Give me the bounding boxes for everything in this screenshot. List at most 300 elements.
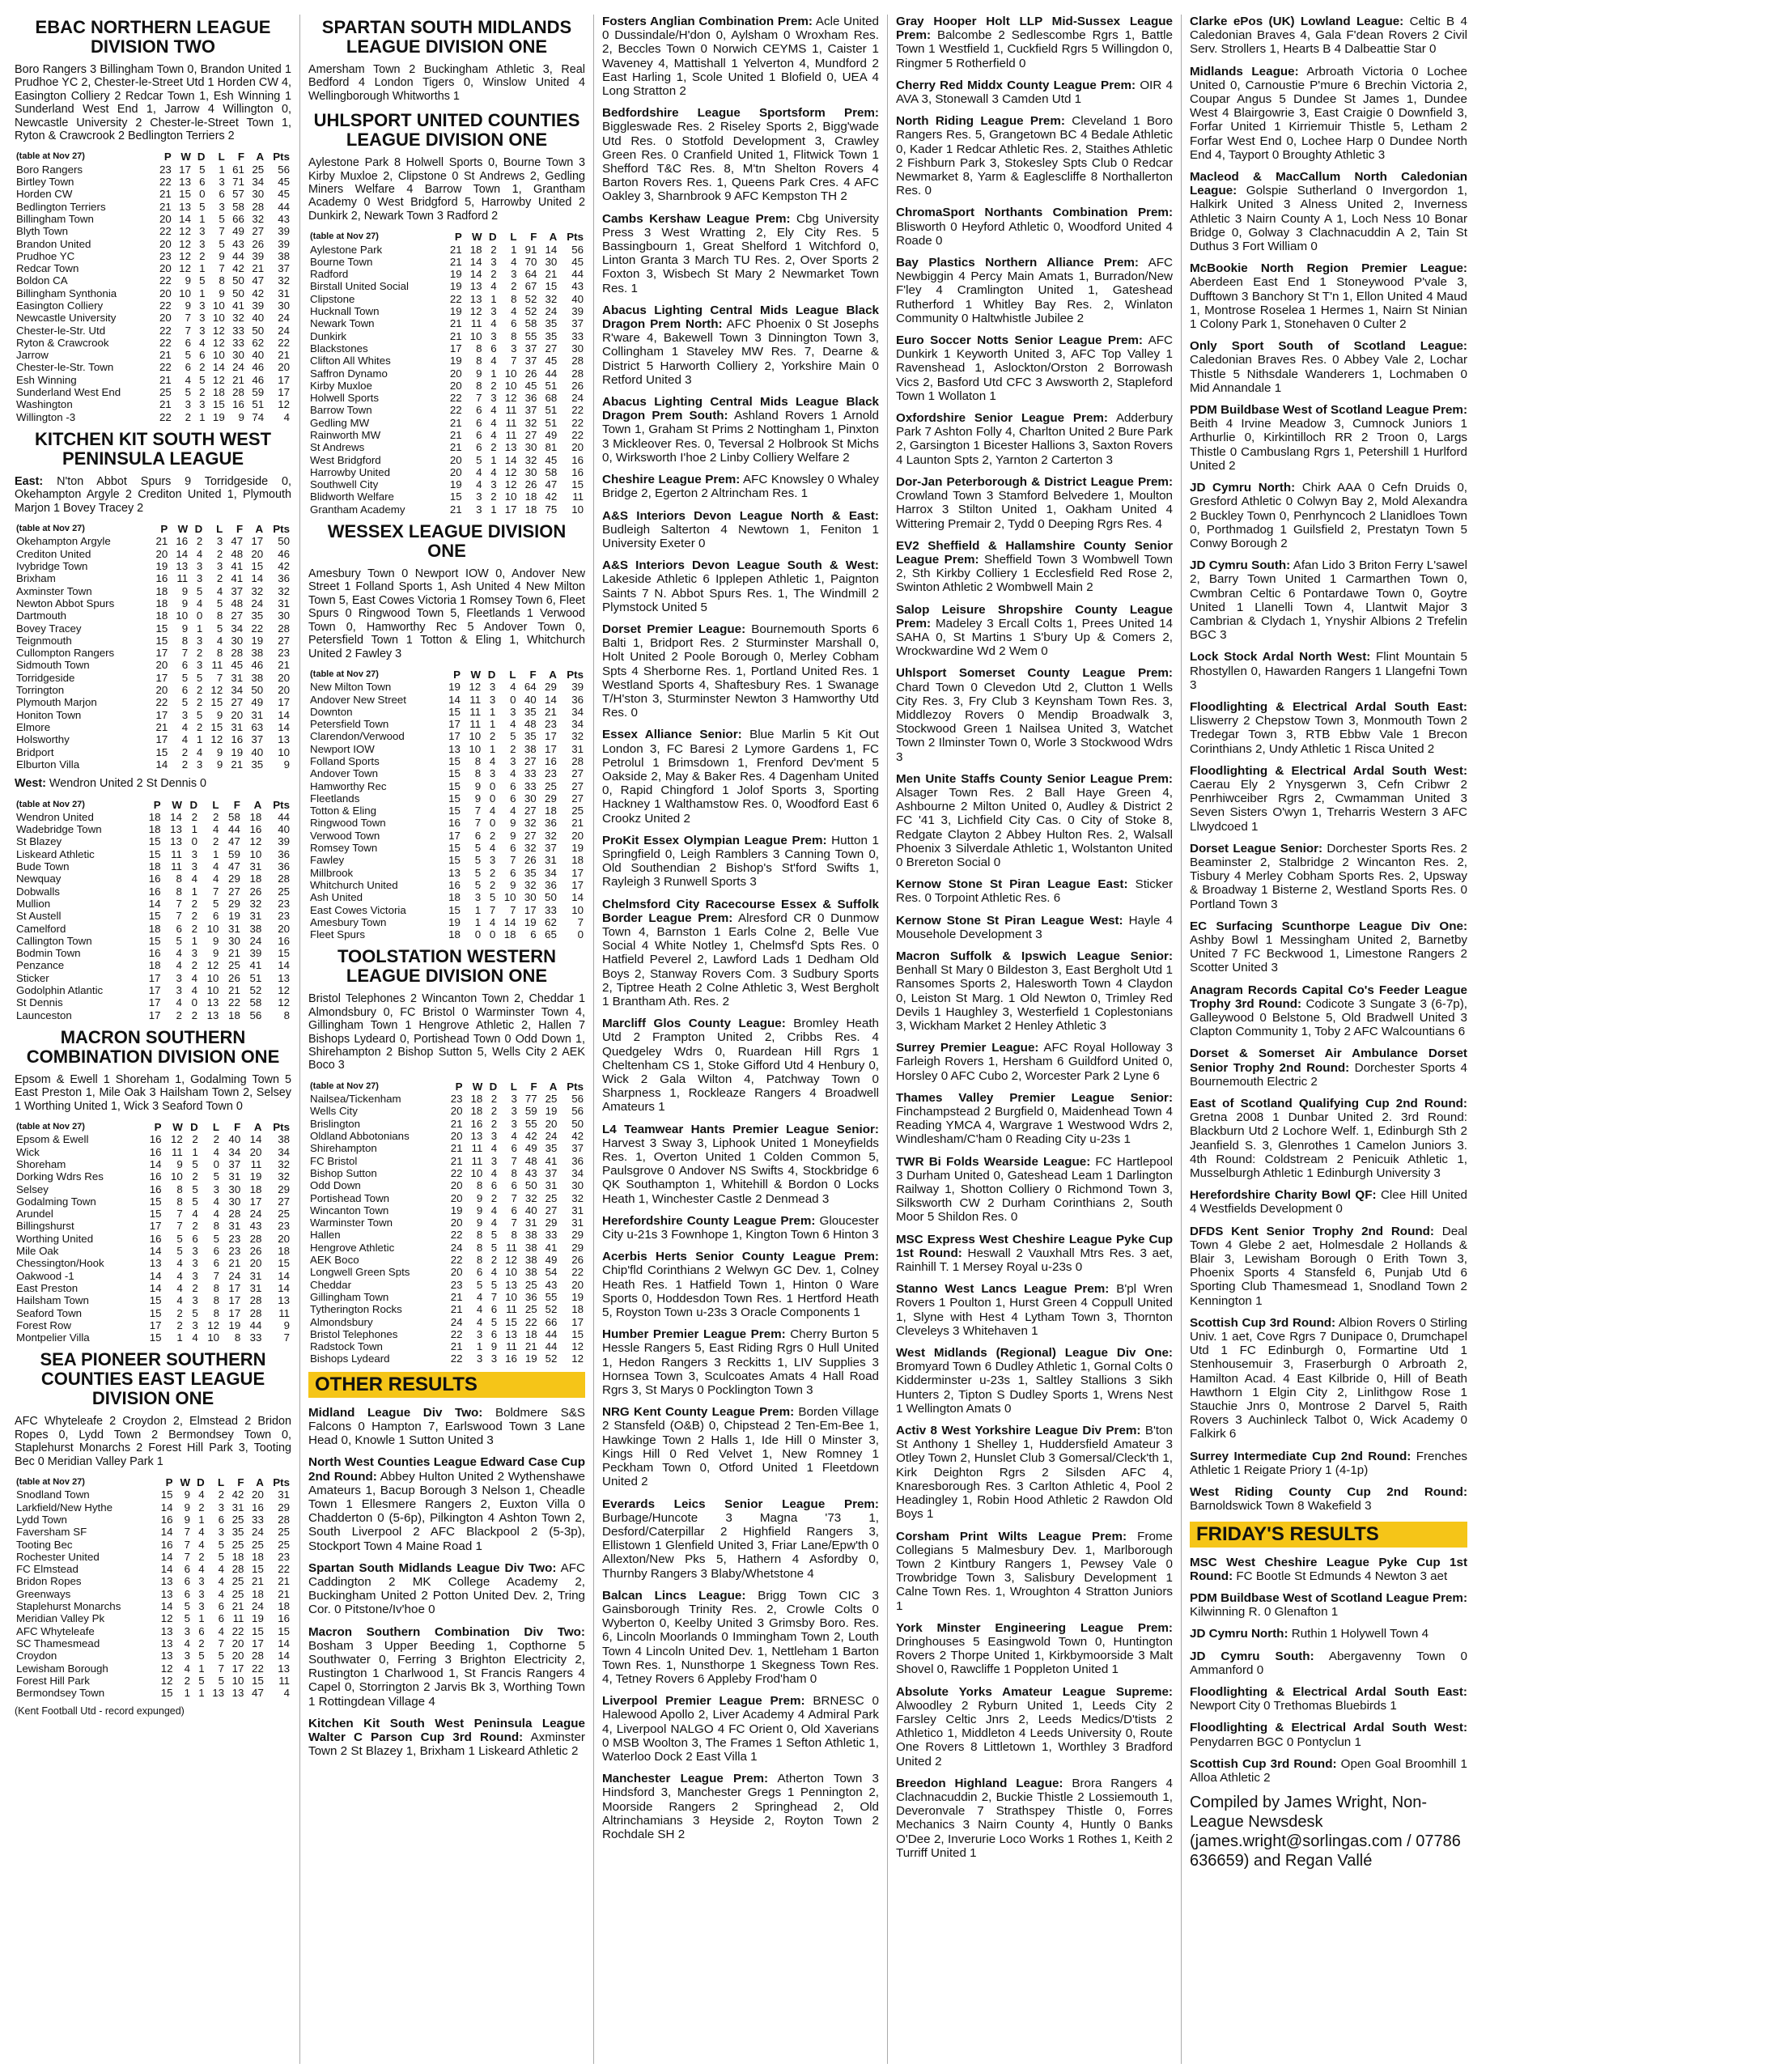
stat-cell: 0 [489,928,496,941]
stat-cell: 58 [249,996,262,1009]
stat-cell: 8 [474,767,482,780]
competition-label: Uhlsport Somerset County League Prem: [896,666,1173,681]
stat-cell: 10 [503,891,516,904]
team-name: Arundel [16,1208,53,1221]
stat-cell: 27 [231,609,244,622]
stat-cell: 4 [490,429,497,441]
stat-cell: 21 [450,1290,463,1303]
team-name: Fawley [310,854,345,867]
stat-cell: 24 [228,1269,241,1282]
stat-cell: 12 [210,684,223,697]
stat-cell: 12 [207,1318,219,1331]
stat-cell: 2 [489,878,496,891]
stat-cell: 14 [160,1501,173,1514]
stat-cell: 10 [469,730,482,743]
table-row [15,572,291,584]
stat-cell: 13 [206,996,219,1009]
result-entry [602,1589,879,1686]
stat-cell: 8 [176,1195,183,1208]
stat-cell: 41 [545,1154,558,1167]
stat-cell: 23 [278,910,290,923]
result-entry [1190,1627,1467,1641]
stat-cell: 16 [148,873,161,885]
table-row [15,411,291,423]
stat-cell: 21 [155,720,168,733]
stat-cell: 34 [278,1145,290,1158]
stat-cell: 0 [510,693,516,706]
stat-cell: 4 [490,317,497,330]
competition-label: Scottish Cup 3rd Round: [1190,1315,1336,1330]
column-header: F [233,798,240,811]
team-name: Harrowby United [310,465,391,478]
stat-cell: 4 [490,416,497,429]
result-entry [896,1685,1173,1768]
table-row [15,1612,291,1624]
team-name: Rainworth MW [310,429,381,441]
result-entry [896,1155,1173,1225]
stat-cell: 5 [184,1612,191,1625]
stat-cell: 2 [489,829,496,842]
team-name: Okehampton Argyle [16,535,111,548]
table-row [15,585,291,597]
stat-cell: 2 [184,1674,191,1687]
stat-cell: 6 [511,1179,517,1192]
column-header: L [212,798,219,811]
stat-cell: 63 [251,720,264,733]
stat-cell: 13 [149,1257,162,1270]
stat-cell: 11 [506,1303,517,1316]
stat-cell: 26 [249,885,262,898]
stat-cell: 42 [252,287,265,299]
stat-cell: 8 [476,342,482,355]
stat-cell: 49 [545,429,558,441]
stat-cell: 18 [249,810,262,823]
stat-cell: 6 [185,336,191,349]
stat-cell: 30 [232,349,244,362]
stat-cell: 35 [524,705,537,718]
competition-label: Scottish Cup 3rd Round: [1190,1756,1337,1771]
stat-cell: 9 [176,1157,183,1170]
stat-cell: 12 [160,1662,173,1675]
seap-heading: SEA PIONEER SOUTHERN COUNTIES EAST LEAGUE DIVISION ONE [40,1349,266,1409]
stat-cell: 5 [489,891,496,904]
stat-cell: 18 [469,243,482,256]
stat-cell: 27 [524,755,537,767]
stat-cell: 19 [449,280,462,293]
stat-cell: 20 [545,1117,558,1130]
team-name: Shirehampton [310,1142,377,1155]
result-entry [896,1621,1173,1677]
stat-cell: 38 [524,1266,537,1279]
stat-cell: 21 [159,188,172,201]
stat-cell: 16 [448,878,461,891]
stat-cell: 4 [176,959,182,972]
stat-cell: 44 [571,268,584,281]
column-header: A [256,151,265,163]
stat-cell: 3 [510,755,516,767]
stat-cell: 31 [231,671,244,684]
result-entry [602,558,879,614]
stat-cell: 17 [251,535,264,548]
stat-cell: 15 [278,1257,290,1270]
stat-cell: 11 [505,429,517,441]
stat-cell: 5 [181,696,189,709]
team-name: Newton Abbot Spurs [16,597,115,609]
stat-cell: 23 [450,1278,463,1291]
match-results: Sheffield Town 3 Wombwell Town 2, Sth Kirkby Colliery 1 Ecclesfield Red Rose 2, Swinton Athletic 2 Wombwell Main 2 [896,552,1173,595]
stat-cell: 31 [249,910,262,923]
team-name: AEK Boco [310,1254,359,1267]
match-results: Bromyard Town 6 Dudley Athletic 1, Gornal Colts 0 Kidderminster u-23s 1, Saltley Stallions 3 Sikh Hunters 2, Tipton S Dudley Sports 1, Wrens Nest 1 Wellington Amats 0 [896,1360,1173,1416]
stat-cell: 36 [278,860,290,873]
column-header: P [163,151,172,163]
stat-cell: 7 [218,1662,225,1675]
stat-cell: 1 [198,1513,205,1526]
stat-cell: 8 [476,1241,483,1254]
team-name: Wells City [310,1105,358,1118]
stat-cell: 20 [449,367,462,380]
stat-cell: 17 [278,386,290,399]
stat-cell: 15 [155,622,168,635]
stat-cell: 23 [545,718,557,731]
stat-cell: 15 [505,1315,517,1328]
stat-cell: 6 [476,404,482,417]
stat-cell: 11 [505,416,517,429]
team-name: Plymouth Marjon [16,696,97,709]
table-row [15,647,291,659]
stat-cell: 52 [524,292,537,305]
stat-cell: 22 [449,392,462,405]
result-entry [1190,170,1467,253]
stat-cell: 4 [213,1145,219,1158]
stat-cell: 12 [469,305,482,318]
stat-cell: 27 [571,792,584,805]
stat-cell: 11 [232,1612,244,1625]
stat-cell: 6 [511,1204,517,1216]
competition-label: Everards Leics Senior League Prem: [602,1497,879,1511]
stat-cell: 21 [228,983,240,996]
stat-cell: 2 [490,1117,498,1130]
team-name: Penzance [16,959,65,972]
stat-cell: 7 [511,1154,517,1167]
stat-cell: 18 [571,1303,584,1316]
table-row [308,854,585,866]
stat-cell: 12 [160,1612,173,1625]
stat-cell: 17 [571,878,584,891]
result-entry [896,256,1173,325]
table-row [308,1279,585,1291]
table-row [308,792,585,805]
table-row [15,684,291,696]
stat-cell: 18 [228,1008,240,1021]
table-row [15,361,291,373]
stat-cell: 0 [196,609,203,622]
stat-cell: 13 [448,742,461,755]
table-row [15,337,291,349]
match-results: Borden Village 2 Stansfeld (O&B) 0, Chipstead 2 Ten-Em-Bee 1, Hawkinge Town 2 Halls 1, Ide Hill 0 Minster 3, Kings Hill 0 Red Velvet 1, New Romney 1 Peckham Town 0, Otford United 1 Fleetdown United 2 [602,1405,879,1489]
stat-cell: 3 [490,1154,498,1167]
stat-cell: 1 [199,410,206,423]
team-name: Dartmouth [16,609,67,622]
stat-cell: 56 [571,1105,584,1118]
stat-cell: 2 [181,745,189,758]
stat-cell: 32 [545,292,558,305]
stat-cell: 21 [231,758,244,771]
column-5 [1182,15,1475,2064]
table-row [15,398,291,410]
tool-results: Bristol Telephones 2 Wincanton Town 2, Cheddar 1 Almondsbury 0, FC Bristol 0 Warminster Town 4, Gillingham Town 1 Hengrove Athletic 2, Hallen 7 Bishops Lydeard 0, Portishead Town 0 Odd Down 1, Shirehampton 2 Bishop Sutton 5, Wells City 2 AEK Boco 3 [308,992,585,1072]
match-results: Boldmere S&S Falcons 0 Hampton 7, Earlswood Town 3 Lane Head 0, Knowle 1 Sutton United 3 [308,1405,585,1448]
stat-cell: 54 [545,1266,558,1279]
competition-label: Floodlighting & Electrical Ardal South West: [1190,1721,1467,1735]
stat-cell: 37 [251,733,264,746]
result-entry [896,206,1173,248]
stat-cell: 61 [232,163,244,176]
stat-cell: 14 [278,720,290,733]
result-entry [1190,1721,1467,1748]
stat-cell: 39 [252,299,265,312]
stat-cell: 4 [213,860,219,873]
table-header [15,1476,291,1488]
stat-cell: 12 [160,1674,173,1687]
stat-cell: 17 [155,708,168,721]
stat-cell: 5 [490,1229,498,1242]
match-results: Frome Collegians 5 Malmesbury Dev. 1, Marlborough Town 2 Kintbury Rangers 1, Pewsey Vale 0 Trowbridge Town 3, Salisbury Development 1 Calne Town Res. 1, Wroughton 4 Stratton Juniors 1 [896,1529,1173,1613]
stat-cell: 23 [228,1232,241,1245]
table-row [308,355,585,367]
competition-label: Chelmsford City Racecourse Essex & Suffolk Border League Prem: [602,897,879,925]
stat-cell: 22 [450,1254,463,1267]
team-name: Bodmin Town [16,947,81,960]
competition-label: ChromaSport Northants Combination Prem: [896,206,1173,220]
table-row [15,1146,291,1158]
stat-cell: 34 [571,718,584,731]
stat-cell: 7 [184,1550,191,1563]
stat-cell: 1 [198,1687,205,1700]
stat-cell: 8 [283,1008,290,1021]
stat-cell: 11 [171,860,182,873]
stat-cell: 15 [252,1624,264,1637]
result-entry [602,1123,879,1206]
stat-cell: 13 [469,292,482,305]
stat-cell: 40 [228,1133,241,1146]
stat-cell: 16 [149,1170,162,1183]
stat-cell: 20 [155,659,168,672]
match-results: Barnoldswick Town 8 Wakefield 3 [1190,1499,1372,1514]
stat-cell: 9 [216,758,223,771]
table-row [308,466,585,478]
stat-cell: 13 [278,1294,290,1307]
competition-label: EV2 Sheffield & Hallamshire County Senior League Prem: [896,538,1173,567]
stat-cell: 4 [511,305,517,318]
stat-cell: 25 [278,1526,290,1539]
table-row [15,1270,291,1282]
stat-cell: 12 [278,983,290,996]
stat-cell: 6 [218,1513,225,1526]
column-header: F [530,1080,537,1093]
competition-label: Macron Suffolk & Ipswich League Senior: [896,949,1173,963]
column-header: L [509,668,516,681]
stat-cell: 14 [170,810,182,823]
stat-cell: 4 [218,1587,225,1600]
stat-cell: 44 [249,1318,262,1331]
table-row [15,1208,291,1220]
table-row [15,1257,291,1269]
stat-cell: 9 [213,947,219,960]
kk-east-text: N'ton Abbot Spurs 9 Torridgeside 0, Okehampton Argyle 2 Crediton United 1, Plymouth Marjon 1 Bovey Tracey 2 [15,474,291,515]
stat-cell: 29 [545,681,557,694]
stat-cell: 40 [251,745,264,758]
stat-cell: 11 [250,1157,262,1170]
stat-cell: 18 [524,503,537,516]
result-entry [896,1041,1173,1083]
stat-cell: 3 [192,1245,198,1258]
stat-cell: 17 [449,342,462,355]
stat-cell: 12 [212,324,225,337]
table-row [15,746,291,758]
stat-cell: 35 [545,317,558,330]
stat-cell: 13 [170,823,182,836]
stat-cell: 39 [278,237,290,250]
stat-cell: 27 [252,225,265,238]
match-results: Deal Town 4 Glebe 2 aet, Holmesdale 2 Hollands & Blair 3, Lewisham Borough 0 Erith Town 3, Phoenix Sports 4 Stansfeld 6, Punjab Utd 6 Sporting Club Thamesmead 1, Snodland Town 2 Kennington 1 [1190,1224,1467,1308]
stat-cell: 49 [251,696,264,709]
team-name: Southwell City [310,478,379,491]
ebac-table [15,151,291,423]
team-name: West Bridgford [310,453,381,466]
stat-cell: 13 [505,1278,517,1291]
table-row [15,622,291,635]
column-header: W [470,668,482,681]
team-name: Bovey Tracey [16,622,82,635]
team-name: Honiton Town [16,708,82,721]
stat-cell: 31 [278,597,290,609]
result-entry [1190,983,1467,1039]
stat-cell: 15 [448,755,461,767]
table-row [15,188,291,200]
table-row [308,392,585,404]
stat-cell: 6 [490,342,497,355]
table-row [308,330,585,342]
stat-cell: 2 [196,647,203,660]
stat-cell: 35 [545,1142,558,1155]
competition-label: Marcliff Glos County League: [602,1017,786,1031]
stat-cell: 19 [448,681,461,694]
stat-cell: 37 [545,842,557,855]
stat-cell: 18 [148,922,161,935]
result-entry [602,622,879,720]
stat-cell: 9 [181,622,189,635]
stat-cell: 0 [199,188,206,201]
stat-cell: 12 [179,237,191,250]
match-results: AFC Dunkirk 1 Keyworth United 3, AFC Top Valley 1 Ravenshead 1, Aslockton/Orston 2 Borrowash Vics 2, Basford Utd CFC 3 Awsworth 2, Stapleford Town 1 Wollaton 1 [896,333,1173,403]
stat-cell: 33 [524,767,537,780]
competition-label: McBookie North Region Premier League: [1190,261,1467,276]
stat-cell: 17 [571,866,584,879]
stat-cell: 0 [474,928,482,941]
stat-cell: 39 [571,305,584,318]
competition-label: MSC West Cheshire League Pyke Cup 1st Round: [1190,1555,1467,1583]
team-name: Cheddar [310,1278,352,1291]
table-row [15,758,291,771]
stat-cell: 32 [278,1170,290,1183]
team-name: Blidworth Welfare [310,490,394,503]
match-results: AFC Royal Holloway 3 Farleigh Rovers 1, Hersham 6 Guildford United 0, Horsley 0 AFC Cubo 2, Worcester Park 2 Lyne 6 [896,1041,1173,1083]
stat-cell: 6 [213,1257,219,1270]
table-row [15,1233,291,1245]
stat-cell: 28 [278,622,290,635]
stat-cell: 21 [545,705,557,718]
match-results: Dorchester Sports Res. 2 Beaminster 2, Stalbridge 2 Wincanton Res. 2, Tisbury 4 Merley Cobham Sports Res. 2, Upsway & Broadway 1 Bisterne 2, Westland Sports Res. 0 Portland Town 3 [1190,841,1467,911]
table-row [15,910,291,922]
table-row [308,305,585,317]
stat-cell: 38 [249,922,262,935]
stat-cell: 4 [490,355,497,367]
result-entry [1190,1485,1467,1513]
result-entry [896,79,1173,106]
stat-cell: 2 [216,572,223,585]
stat-cell: 7 [216,671,223,684]
stat-cell: 62 [252,336,265,349]
stat-cell: 16 [160,1538,173,1551]
stat-cell: 24 [278,312,290,325]
team-name: Faversham SF [16,1526,87,1539]
stat-cell: 19 [449,478,462,491]
stat-cell: 22 [278,1563,290,1576]
stat-cell: 50 [232,287,244,299]
stat-cell: 2 [490,1105,498,1118]
stat-cell: 18 [155,609,168,622]
stat-cell: 37 [571,317,584,330]
column-header: L [216,523,223,536]
stat-cell: 2 [199,361,206,374]
match-results: Caledonian Braves Res. 0 Abbey Vale 2, Lochar Thistle 5 Nithsdale Wanderers 1, Lochmaben 0 Mid Annandale 1 [1190,353,1467,395]
stat-cell: 10 [207,1331,219,1344]
stat-cell: 19 [249,1170,262,1183]
result-entry [896,411,1173,467]
team-name: Gillingham Town [310,1290,389,1303]
team-name: Aylestone Park [310,243,383,256]
stat-cell: 31 [571,1204,584,1216]
stat-cell: 22 [450,1166,463,1179]
stat-cell: 42 [231,1488,244,1501]
stat-cell: 40 [252,349,265,362]
table-row [308,1105,585,1117]
team-name: Longwell Green Spts [310,1266,410,1279]
team-name: Lydd Town [16,1513,67,1526]
stat-cell: 1 [199,287,206,299]
team-name: Shoreham [16,1157,66,1170]
match-results: Aberdeen East End 1 Stoneywood P'vale 3, Dufftown 3 Banchory St T'n 1, Ellon United 4 Maud 1, Montrose Roselea 1 Hermes 1, Nairn St Ninian 1 Colony Park 1, Stonehaven 0 Culter 2 [1190,275,1467,332]
stat-cell: 6 [213,1245,219,1258]
stat-cell: 30 [545,255,558,268]
stat-cell: 6 [181,684,189,697]
match-results: Finchampstead 2 Burgfield 0, Maidenhead Town 4 Reading YMCA 4, Wargrave 1 Westwood Wdrs 2, Windlesham/C'ham 0 Reading City u-23s 1 [896,1105,1173,1147]
stat-cell: 31 [249,1281,262,1294]
stat-cell: 20 [159,312,172,325]
competition-label: Floodlighting & Electrical Ardal South West: [1190,763,1467,778]
stat-cell: 11 [278,1306,290,1319]
table-row [308,1167,585,1179]
stat-cell: 7 [185,324,191,337]
table-row [15,959,291,971]
match-results: Sticker Res. 0 Torpoint Athletic Res. 6 [896,877,1173,906]
stat-cell: 26 [524,854,537,867]
stat-cell: 6 [510,779,516,792]
stat-cell: 22 [450,1327,463,1340]
stat-cell: 43 [278,212,290,225]
stat-cell: 31 [545,1179,558,1192]
